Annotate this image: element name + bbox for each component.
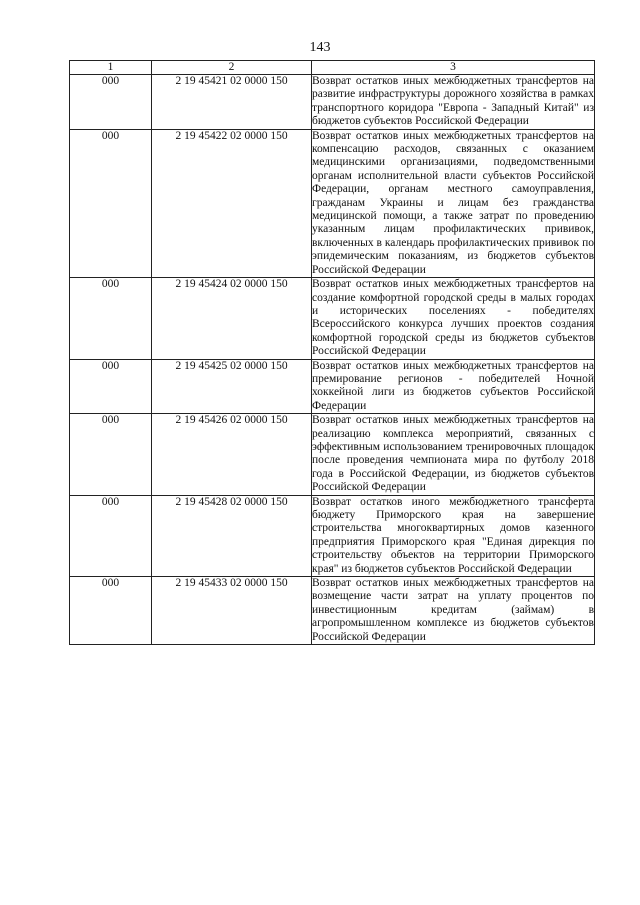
budget-code-cell: 2 19 45424 02 0000 150: [152, 278, 312, 359]
admin-code-cell: 000: [70, 414, 152, 495]
admin-code-cell: 000: [70, 359, 152, 414]
admin-code-cell: 000: [70, 577, 152, 645]
budget-codes-table: [69, 60, 595, 645]
budget-code-cell: 2 19 45421 02 0000 150: [152, 75, 312, 130]
description-cell: Возврат остатков иных межбюджетных трансфертов на создание комфортной городской среды в малых городах и исторических поселениях - победителях Всероссийского конкурса лучших проектов создания комфортной городской среды из бюджетов субъектов Российской Федерации: [312, 278, 594, 358]
budget-code-cell: 2 19 45425 02 0000 150: [152, 359, 312, 414]
table-header-row: [70, 61, 595, 75]
page-number: 143: [309, 40, 331, 55]
budget-code-cell: 2 19 45422 02 0000 150: [152, 129, 312, 277]
admin-code-cell: 000: [70, 75, 152, 130]
table-row: [70, 278, 595, 359]
admin-code-cell: 000: [70, 278, 152, 359]
column-header-2: 2: [152, 61, 312, 75]
description-cell: Возврат остатков иных межбюджетных трансфертов на премирование регионов - победителей Ночной хоккейной лиги из бюджетов субъектов Российской Федерации: [312, 359, 594, 412]
admin-code-cell: 000: [70, 495, 152, 576]
admin-code-cell: 000: [70, 129, 152, 277]
description-cell: Возврат остатков иных межбюджетных трансфертов на компенсацию расходов, связанных с оказанием медицинскими организациями, подведомственными органам исполнительной власти субъектов Российской Федерации, органам местного самоуправления, гражданам Украины и лицам без гражданства медицинской помощи, а также затрат по проведению указанным лицам профилактических прививок, включенных в календарь профилактических прививок по эпидемическим показаниям, из бюджетов субъектов Российской Федерации: [312, 129, 594, 276]
budget-code-cell: 2 19 45428 02 0000 150: [152, 495, 312, 576]
description-cell: Возврат остатков иных межбюджетных трансфертов на развитие инфраструктуры дорожного хозяйства в рамках транспортного коридора "Европа - Западный Китай" из бюджетов субъектов Российской Федерации: [312, 75, 594, 128]
table-row: [70, 414, 595, 495]
description-cell: Возврат остатков иных межбюджетных трансфертов на реализацию комплекса мероприятий, связанных с эффективным использованием тренировочных площадок после проведения чемпионата мира по футболу 2018 года в Российской Федерации, из бюджетов субъектов Российской Федерации: [312, 414, 594, 494]
table-row: [70, 359, 595, 414]
description-cell: Возврат остатков иного межбюджетного трансферта бюджету Приморского края на завершение строительства многоквартирных домов казенного предприятия Приморского края "Единая дирекция по строительству объектов на территории Приморского края" из бюджетов субъектов Российской Федерации: [312, 495, 594, 575]
budget-code-cell: 2 19 45433 02 0000 150: [152, 577, 312, 645]
budget-code-cell: 2 19 45426 02 0000 150: [152, 414, 312, 495]
description-cell: Возврат остатков иных межбюджетных трансфертов на возмещение части затрат на уплату процентов по инвестиционным кредитам (займам) в агропромышленном комплексе из бюджетов субъектов Российской Федерации: [312, 577, 594, 643]
table-row: [70, 495, 595, 576]
column-header-3: 3: [312, 61, 595, 75]
column-header-1: 1: [70, 61, 152, 75]
table-row: [70, 75, 595, 130]
table-row: [70, 129, 595, 277]
table-row: [70, 577, 595, 645]
